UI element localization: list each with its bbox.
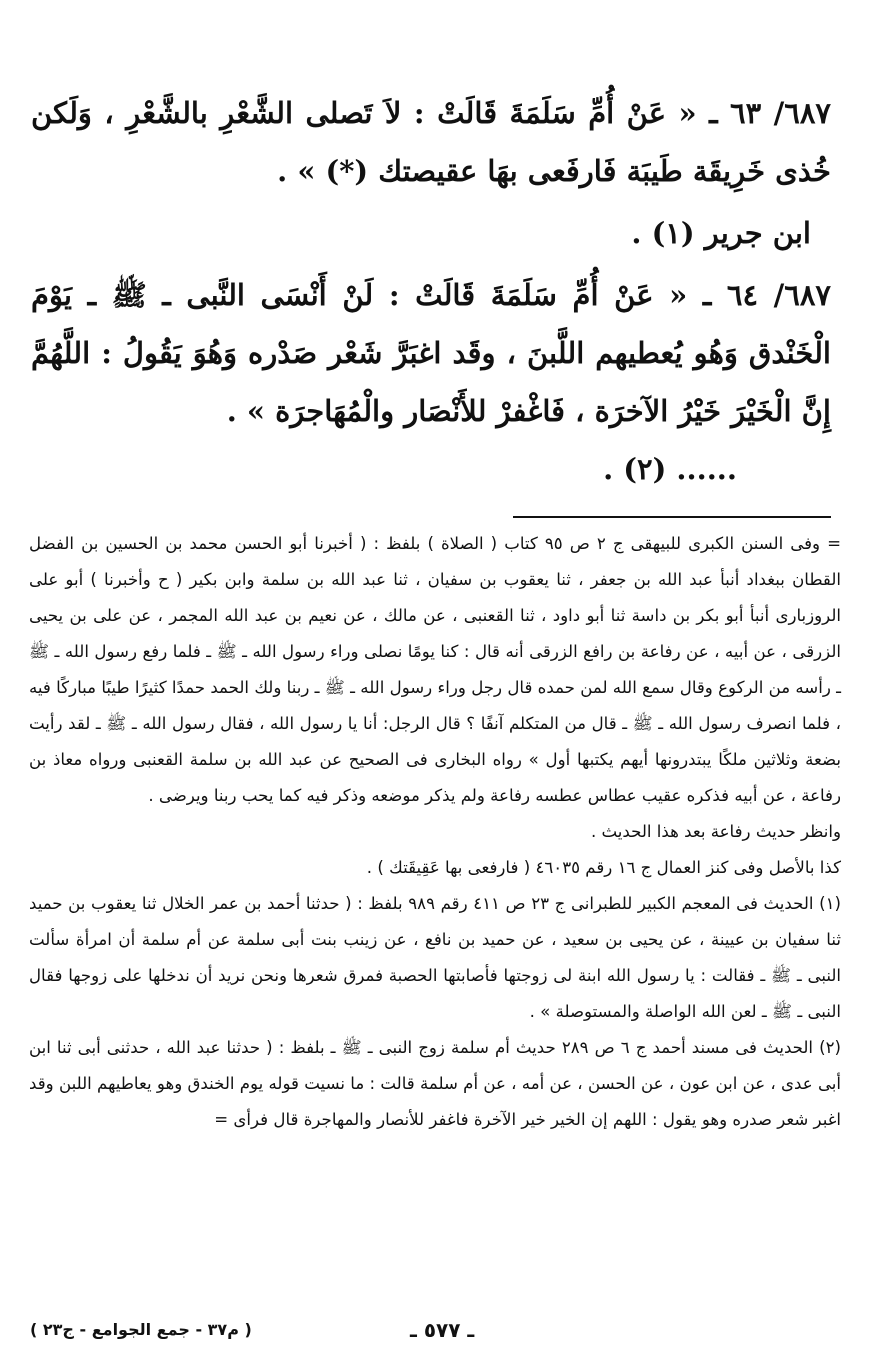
hadith-63: ٦٨٧/ ٦٣ ـ « عَنْ أُمِّ سَلَمَةَ قَالَتْ : لاَ تَصلى الشَّعْرِ بالشَّعْرِ ، وَلَكن خُذى خَرِيقَة طَيبَة فَارفَعى بهَا عقيصتك (*) » . [31, 96, 831, 188]
footnotes [29, 526, 841, 1138]
footnote-kanz: كذا بالأصل وفى كنز العمال ج ١٦ رقم ٤٦٠٣٥ ( فارفعى بها عَقِيقَتك ) . [366, 858, 841, 877]
main-text [31, 84, 831, 498]
hadith-64: ٦٨٧/ ٦٤ ـ « عَنْ أُمِّ سَلَمَةَ قَالَتْ : لَنْ أَنْسَى النَّبى ـ ﷺ ـ يَوْمَ الْخَنْدق وَهُو يُعطيهم اللَّبنَ ، وقَد اغبَرَّ شَعْر صَدْره وَهُوَ يَقُولُ : اللَّهُمَّ إِنَّ الْخَيْرَ خَيْرُ الآخرَة ، فَاغْفرْ للأَنْصَار والْمُهَاجرَة » . [31, 278, 831, 428]
ellipsis-line: ...... (٢) . [603, 452, 737, 486]
footnote-see-also: وانظر حديث رفاعة بعد هذا الحديث . [590, 822, 841, 841]
page-number: ـ ٥٧٧ ـ [410, 1318, 475, 1342]
footnote-1: (١) الحديث فى المعجم الكبير للطبرانى ج ٢٣ ص ٤١١ رقم ٩٨٩ بلفظ : ( حدثنا أحمد بن عمر الخلال ثنا يعقوب بن حميد ثنا سفيان بن عيينة ، عن يحيى بن سعيد ، عن حميد بن نافع ، عن زينب بنت أبى سلمة عن أم سلمة أن امرأة سألت النبى ـ ﷺ ـ فقالت : يا رسول الله ابنة لى زوجتها فأصابتها الحصبة فمرق شعرها ونحن نريد أن ندخلها على زوجها فقال النبى ـ ﷺ ـ لعن الله الواصلة والمستوصلة » . [29, 894, 841, 1021]
hadith-63-source: ابن جرير (١) . [631, 216, 811, 250]
footnote-star: = وفى السنن الكبرى للبيهقى ج ٢ ص ٩٥ كتاب ( الصلاة ) بلفظ : ( أخبرنا أبو الحسن محمد بن الحسين بن الفضل القطان ببغداد أنبأ عبد الله بن جعفر ، ثنا يعقوب بن سفيان ، ثنا عبد الله بن سلمة وابن بكير ( ح وأخبرنا ) أبو على الروزبارى أنبأ أبو بكر بن داسة ثنا أبو داود ، ثنا القعنبى ، عن مالك ، عن نعيم بن عبد الله المجمر ، عن على بن يحيى الزرقى ، عن أبيه ، عن رفاعة بن رافع الزرقى أنه قال : كنا يومًا نصلى وراء رسول الله ـ ﷺ ـ فلما رفع رسول الله ـ ﷺ ـ رأسه من الركوع وقال سمع الله لمن حمده قال رجل وراء رسول الله ـ ﷺ ـ ربنا ولك الحمد حمدًا كثيرًا طيبًا مباركًا فيه ، فلما انصرف رسول الله ـ ﷺ ـ قال من المتكلم آنفًا ؟ قال الرجل: أنا يا رسول الله ، فقال رسول الله ـ ﷺ ـ لقد رأيت بضعة وثلاثين ملكًا يبتدرونها أيهم يكتبها أول » رواه البخارى فى الصحيح عن عبد الله بن سلمة القعنبى ورواه معاذ بن رفاعة ، عن أبيه فذكره عقيب عطاس عطسه رفاعة ولم يذكر موضعه وذكر فيه كما يحب ربنا ويرضى . [29, 534, 841, 805]
volume-label: ( م٣٧ - جمع الجوامع - ج٢٣ ) [30, 1320, 252, 1339]
page-footer [30, 1318, 850, 1358]
footnote-divider [513, 516, 831, 518]
footnote-2: (٢) الحديث فى مسند أحمد ج ٦ ص ٢٨٩ حديث أم سلمة زوج النبى ـ ﷺ ـ بلفظ : ( حدثنا عبد الله ، حدثنى أبى ثنا ابن أبى عدى ، عن ابن عون ، عن الحسن ، عن أمه ، عن أم سلمة قالت : ما نسيت قوله يوم الخندق وهو يعاطيهم اللبن وقد اغبر شعر صدره وهو يقول : اللهم إن الخير خير الآخرة فاغفر للأنصار والمهاجرة قال فرأى = [29, 1038, 841, 1129]
